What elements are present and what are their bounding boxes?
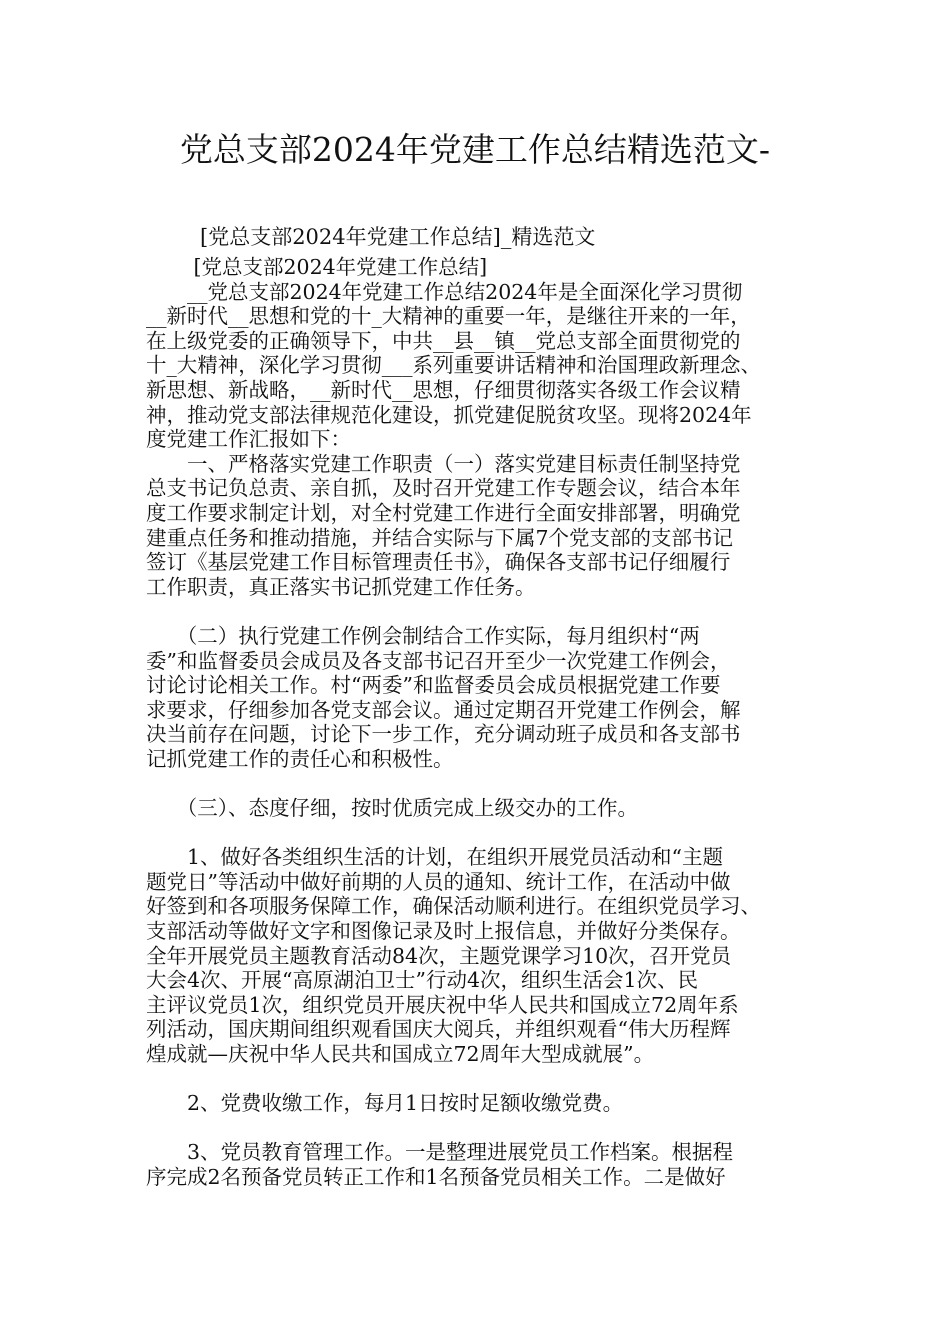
body-line: 3、党员教育管理工作。一是整理进展党员工作档案。根据程	[146, 1140, 734, 1165]
body-line: 一、严格落实党建工作职责（一）落实党建目标责任制坚持党	[146, 451, 741, 476]
body-line: 十_大精神，深化学习贯彻___系列重要讲话精神和治国理政新理念、	[146, 353, 761, 378]
body-line: 序完成2名预备党员转正工作和1名预备党员相关工作。二是做好	[146, 1164, 726, 1189]
body-line: 工作职责，真正落实书记抓党建工作任务。	[146, 574, 536, 599]
body-line: 在上级党委的正确领导下，中共__县__镇__党总支部全面贯彻党的	[146, 328, 741, 353]
body-line: 度工作要求制定计划，对全村党建工作进行全面安排部署，明确党	[146, 500, 741, 525]
body-line: 神，推动党支部法律规范化建设，抓党建促脱贫攻坚。现将2024年	[146, 402, 752, 427]
body-line: 记抓党建工作的责任心和积极性。	[146, 746, 454, 771]
body-line: 1、做好各类组织生活的计划，在组织开展党员活动和“主题	[146, 845, 724, 870]
body-line: 签订《基层党建工作目标管理责任书》，确保各支部书记仔细履行	[146, 550, 731, 575]
body-line: 总支书记负总责、亲自抓，及时召开党建工作专题会议，结合本年	[146, 476, 741, 501]
body-line: 主评议党员1次，组织党员开展庆祝中华人民共和国成立72周年系	[146, 992, 739, 1017]
body-line: 题党日”等活动中做好前期的人员的通知、统计工作，在活动中做	[146, 869, 731, 894]
body-line: 委”和监督委员会成员及各支部书记召开至少一次党建工作例会，	[146, 648, 731, 673]
body-line: 煌成就—庆祝中华人民共和国成立72周年大型成就展”。	[146, 1042, 655, 1066]
body-line: 列活动，国庆期间组织观看国庆大阅兵，并组织观看“伟大历程辉	[146, 1017, 731, 1042]
body-line: 大会4次、开展“高原湖泊卫士”行动4次，组织生活会1次、民	[146, 968, 699, 993]
body-line: （三）、态度仔细，按时优质完成上级交办的工作。	[146, 796, 638, 821]
body-line: __新时代__思想和党的十_大精神的重要一年，是继往开来的一年，	[146, 304, 751, 329]
document-subtitle: [党总支部2024年党建工作总结]_精选范文	[200, 225, 596, 249]
body-line: 建重点任务和推动措施，并结合实际与下属7个党支部的支部书记	[146, 525, 734, 550]
body-line: 新思想、新战略，__新时代__思想，仔细贯彻落实各级工作会议精	[146, 377, 741, 402]
body-line: 全年开展党员主题教育活动84次，主题党课学习10次，召开党员	[146, 943, 732, 968]
body-line: 好签到和各项服务保障工作，确保活动顺利进行。在组织党员学习、	[146, 894, 761, 919]
document-title: 党总支部2024年党建工作总结精选范文-	[179, 130, 771, 169]
body-line: __党总支部2024年党建工作总结2024年是全面深化学习贯彻	[146, 279, 743, 304]
body-line: 支部活动等做好文字和图像记录及时上报信息，并做好分类保存。	[146, 919, 741, 944]
body-line: 2、党费收缴工作，每月1日按时足额收缴党费。	[146, 1091, 624, 1116]
body-line: 求要求，仔细参加各党支部会议。通过定期召开党建工作例会，解	[146, 697, 741, 722]
body-line: 讨论讨论相关工作。村“两委”和监督委员会成员根据党建工作要	[146, 673, 721, 698]
body-line: [党总支部2024年党建工作总结]	[146, 255, 488, 279]
body-line: 决当前存在问题，讨论下一步工作，充分调动班子成员和各支部书	[146, 722, 741, 747]
document-body	[146, 255, 806, 1190]
body-line: 度党建工作汇报如下：	[146, 427, 351, 452]
body-line: （二）执行党建工作例会制结合工作实际，每月组织村“两	[146, 623, 700, 648]
